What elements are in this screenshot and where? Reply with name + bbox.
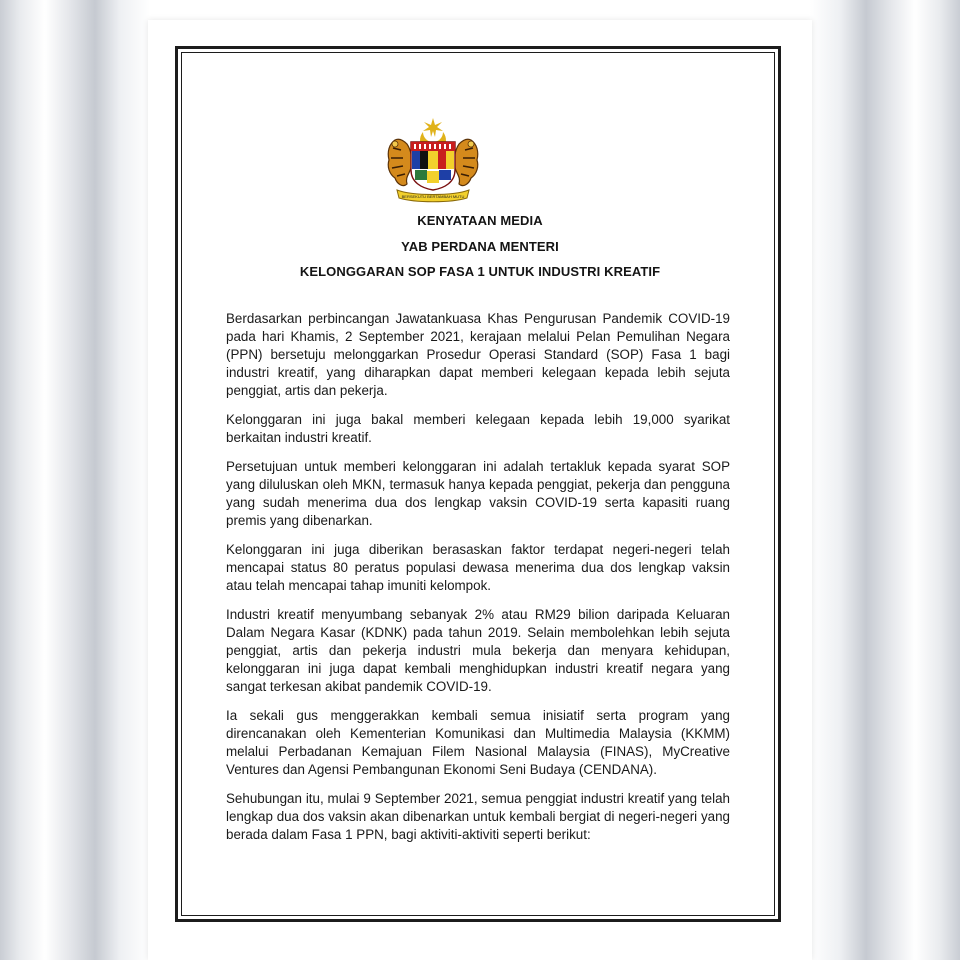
document-page: [148, 20, 812, 960]
paragraph: Berdasarkan perbincangan Jawatankuasa Khas Pengurusan Pandemik COVID-19 pada hari Khamis, 2 September 2021, kerajaan melalui Pelan Pemulihan Negara (PPN) bersetuju melonggarkan Prosedur Operasi Standard (SOP) Fasa 1 bagi industri kreatif, yang diharapkan dapat memberi kelegaan kepada lebih sejuta penggiat, artis dan pekerja.: [226, 311, 730, 398]
paragraph: Sehubungan itu, mulai 9 September 2021, semua penggiat industri kreatif yang telah lengkap dua dos vaksin akan dibenarkan untuk kembali bergiat di negeri-negeri yang berada dalam Fasa 1 PPN, bagi aktiviti-aktiviti seperti berikut:: [226, 791, 730, 842]
heading-sop-relaxation: KELONGGARAN SOP FASA 1 UNTUK INDUSTRI KREATIF: [299, 264, 661, 279]
paragraph: Ia sekali gus menggerakkan kembali semua inisiatif serta program yang direncanakan oleh Kementerian Komunikasi dan Multimedia Malaysia (KKMM) melalui Perbadanan Kemajuan Filem Nasional Malaysia (FINAS), MyCreative Ventures dan Agensi Pembangunan Ekonomi Seni Budaya (CENDANA).: [226, 708, 730, 777]
paragraph: Persetujuan untuk memberi kelonggaran ini adalah tertakluk kepada syarat SOP yang diluluskan oleh MKN, termasuk hanya kepada penggiat, pekerja dan pengguna yang sudah menerima dua dos lengkap vaksin COVID-19 serta kapasiti ruang premis yang dibenarkan.: [226, 459, 730, 528]
statement-body: [226, 310, 730, 855]
heading-prime-minister: YAB PERDANA MENTERI: [401, 239, 559, 254]
heading-media-statement: KENYATAAN MEDIA: [417, 213, 543, 228]
paragraph: Kelonggaran ini juga diberikan berasaskan faktor terdapat negeri-negeri telah mencapai status 80 peratus populasi dewasa menerima dua dos lengkap vaksin atau telah mencapai tahap imuniti kelompok.: [226, 542, 730, 593]
crest-motto: BERSEKUTU BERTAMBAH MUTU: [401, 194, 465, 199]
paragraph: Industri kreatif menyumbang sebanyak 2% atau RM29 bilion daripada Keluaran Dalam Negara Kasar (KDNK) pada tahun 2019. Selain membolehkan lebih sejuta penggiat, artis dan pekerja industri mula bekerja dan menyara kehidupan, kelonggaran ini juga dapat kembali menghidupkan industri kreatif negara yang sangat terkesan akibat pandemik COVID-19.: [226, 607, 730, 694]
paragraph: Kelonggaran ini juga bakal memberi kelegaan kepada lebih 19,000 syarikat berkaitan industri kreatif.: [226, 412, 730, 445]
malaysia-coat-of-arms-icon: [383, 118, 483, 204]
